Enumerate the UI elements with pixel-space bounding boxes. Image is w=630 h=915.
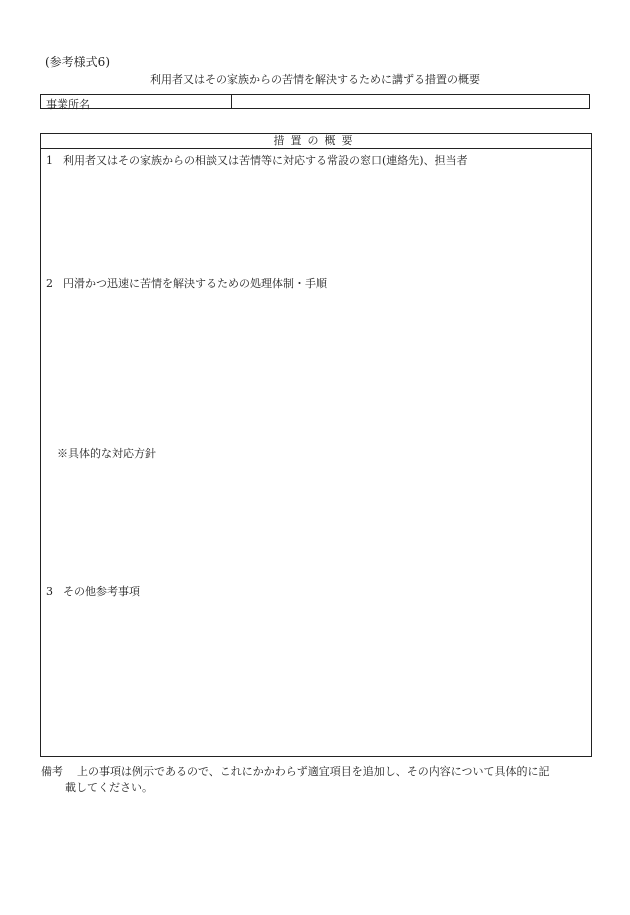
item-1-text: 利用者又はその家族からの相談又は苦情等に対応する常設の窓口(連絡先)、担当者 <box>63 154 468 167</box>
remarks-line-2 <box>41 780 596 796</box>
office-name-table <box>40 94 590 109</box>
item-3 <box>46 583 140 599</box>
office-name-label: 事業所名 <box>46 98 90 111</box>
office-name-divider <box>231 95 232 108</box>
specific-policy-note <box>57 445 156 461</box>
remarks-text-1: 上の事項は例示であるので、これにかかわらず適宜項目を追加し、その内容について具体的に記 <box>77 765 550 778</box>
item-2 <box>46 275 327 291</box>
specific-policy-text: ※具体的な対応方針 <box>57 447 156 460</box>
item-3-text: その他参考事項 <box>63 585 140 598</box>
item-1 <box>46 152 468 168</box>
measures-header: 措置の概要 <box>41 134 591 149</box>
measures-table <box>40 133 592 757</box>
remarks-text-2: 載してください。 <box>65 781 153 794</box>
item-2-text: 円滑かつ迅速に苦情を解決するための処理体制・手順 <box>63 277 327 290</box>
item-3-number: 3 <box>46 585 53 598</box>
remarks-line-1 <box>41 764 596 780</box>
item-2-number: 2 <box>46 277 53 290</box>
document-title: 利用者又はその家族からの苦情を解決するために講ずる措置の概要 <box>150 73 480 86</box>
item-1-number: 1 <box>46 154 53 167</box>
remarks <box>41 764 596 796</box>
remarks-heading: 備考 <box>41 765 63 778</box>
form-number: (参考様式6) <box>45 55 110 69</box>
